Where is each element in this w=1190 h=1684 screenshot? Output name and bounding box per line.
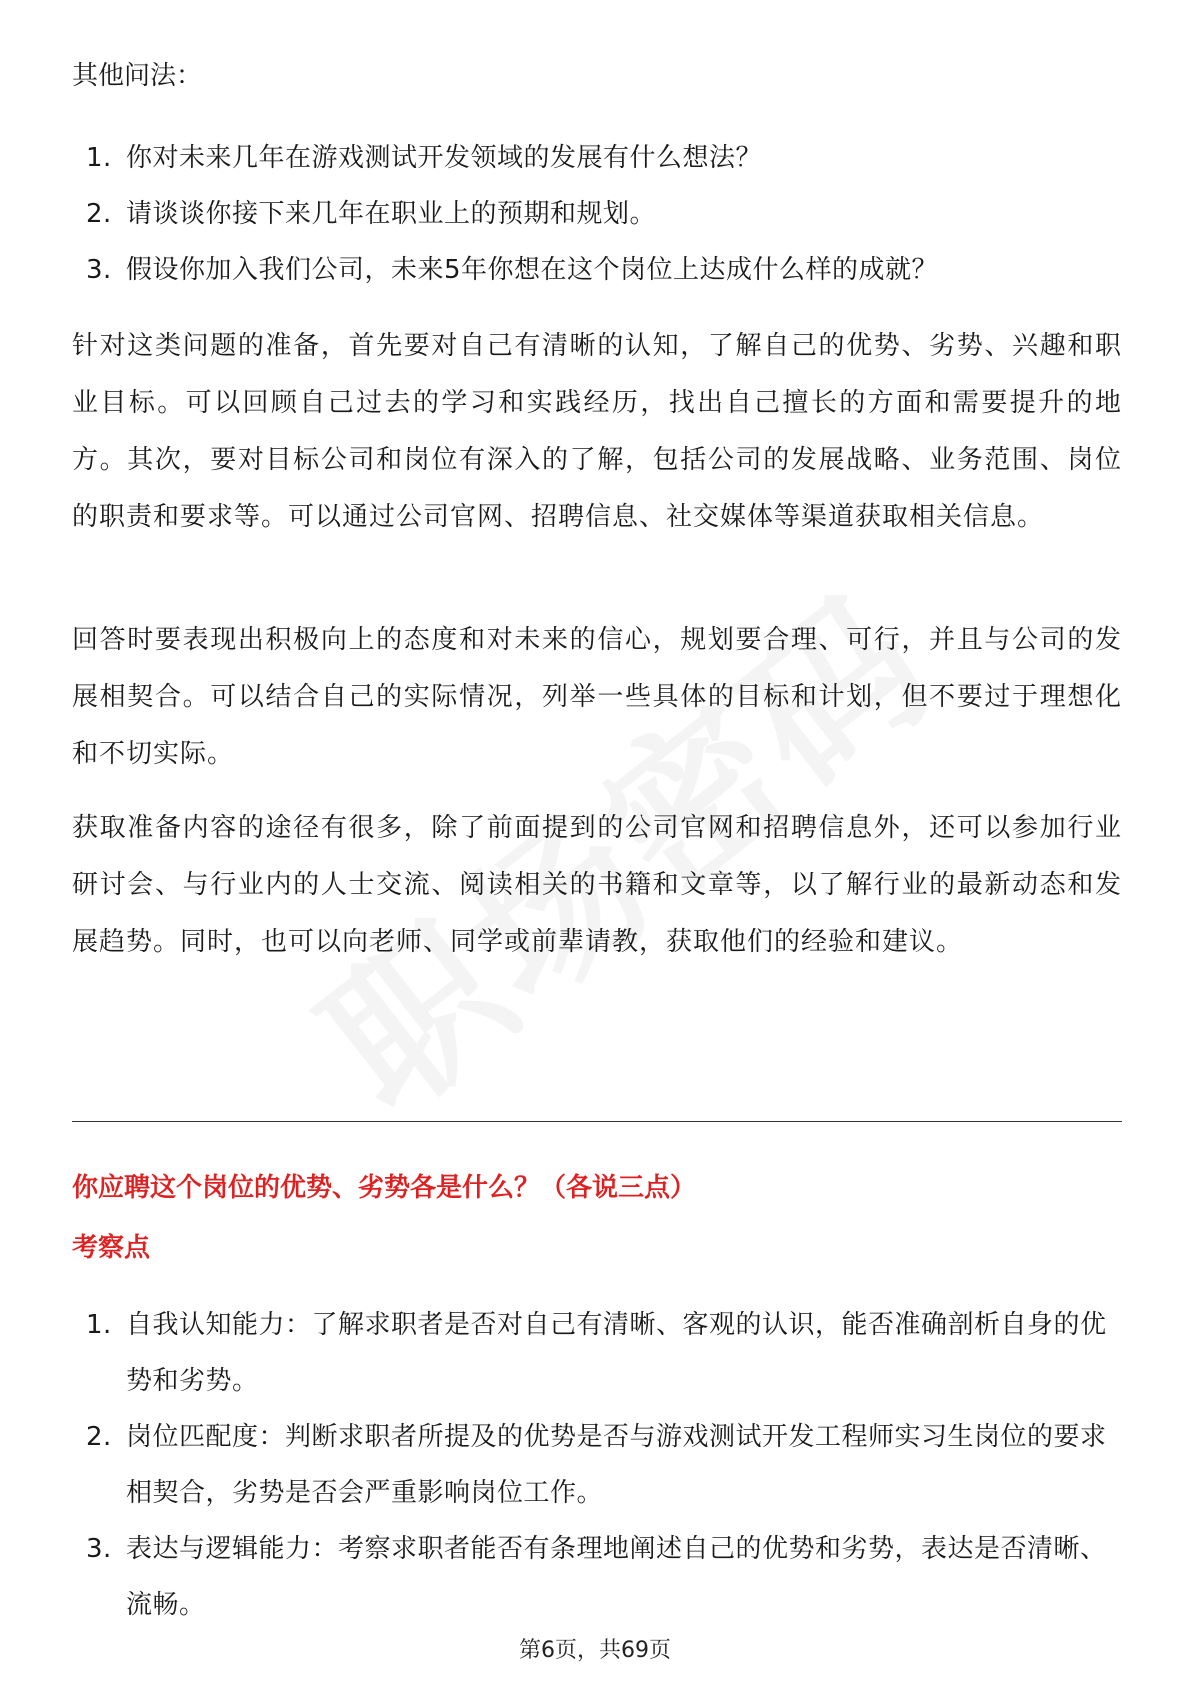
list-item: 2. 请谈谈你接下来几年在职业上的预期和规划。 (86, 199, 657, 229)
section-title: 你应聘这个岗位的优势、劣势各是什么？（各说三点） (72, 1173, 697, 1203)
intro-heading: 其他问法： (72, 61, 203, 91)
list-item: 3. 假设你加入我们公司，未来5年你想在这个岗位上达成什么样的成就？ (86, 255, 939, 285)
paragraph-resources: 获取准备内容的途径有很多，除了前面提到的公司官网和招聘信息外，还可以参加行业研讨会、与行业内的人士交流、阅读相关的书籍和文章等，以了解行业的最新动态和发展趋势。同时，也可以向老师、同学或前辈请教，获取他们的经验和建议。 (72, 813, 1122, 957)
assessment-points-list (72, 1297, 1122, 1633)
page-footer: 第6页，共69页 (519, 1638, 671, 1663)
alternative-questions-list (72, 130, 1122, 298)
list-item: 3. 表达与逻辑能力：考察求职者能否有条理地阐述自己的优势和劣势，表达是否清晰、流畅。 (86, 1534, 1107, 1620)
list-item: 2. 岗位匹配度：判断求职者所提及的优势是否与游戏测试开发工程师实习生岗位的要求相契合，劣势是否会严重影响岗位工作。 (86, 1422, 1107, 1508)
paragraph-answer-attitude: 回答时要表现出积极向上的态度和对未来的信心，规划要合理、可行，并且与公司的发展相契合。可以结合自己的实际情况，列举一些具体的目标和计划，但不要过于理想化和不切实际。 (72, 625, 1122, 769)
list-item: 1. 自我认知能力：了解求职者是否对自己有清晰、客观的认识，能否准确剖析自身的优势和劣势。 (86, 1310, 1107, 1396)
paragraph-preparation: 针对这类问题的准备，首先要对自己有清晰的认知，了解自己的优势、劣势、兴趣和职业目标。可以回顾自己过去的学习和实践经历，找出自己擅长的方面和需要提升的地方。其次，要对目标公司和岗位有深入的了解，包括公司的发展战略、业务范围、岗位的职责和要求等。可以通过公司官网、招聘信息、社交媒体等渠道获取相关信息。 (72, 331, 1122, 532)
list-item: 1. 你对未来几年在游戏测试开发领域的发展有什么想法？ (86, 143, 763, 173)
section-divider (72, 1121, 1122, 1122)
section-subtitle: 考察点 (72, 1233, 151, 1263)
